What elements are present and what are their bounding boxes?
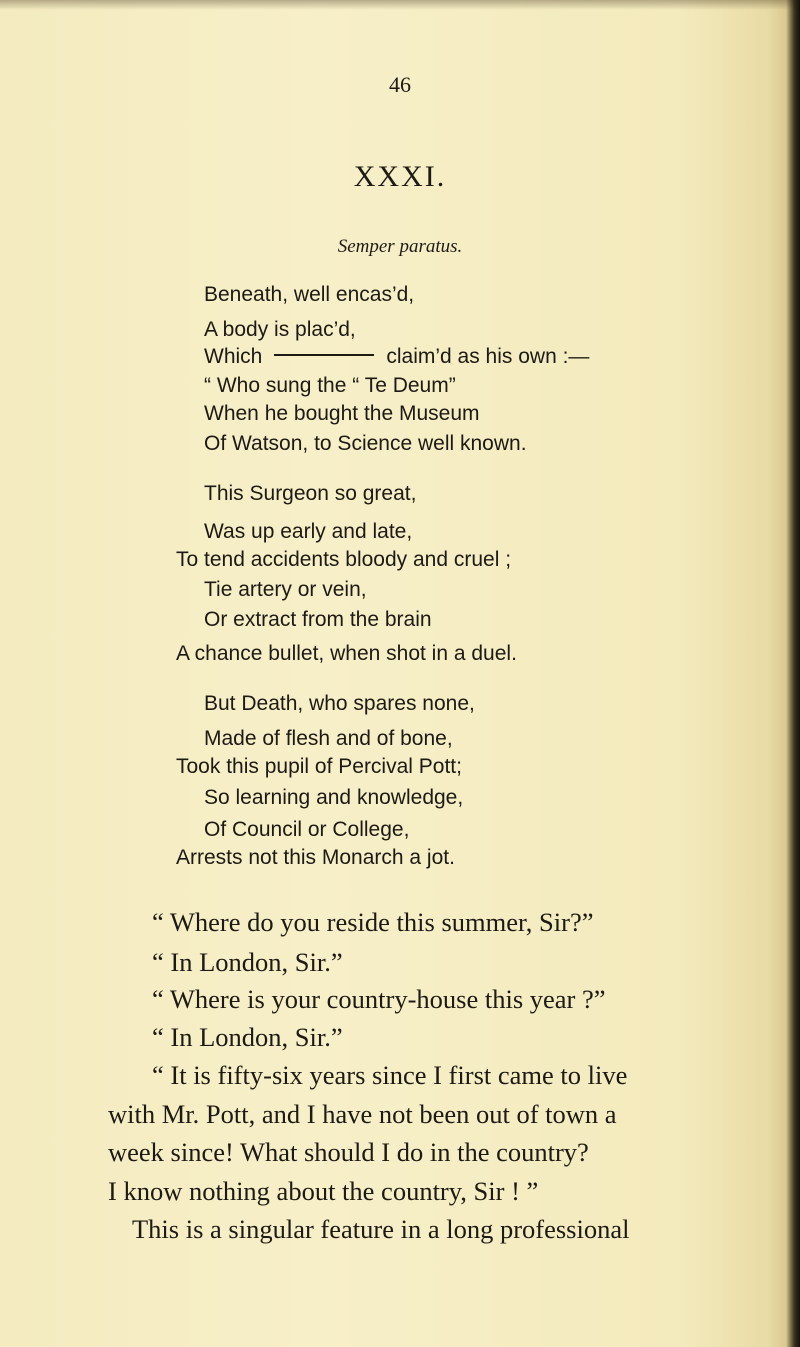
verse-line: But Death, who spares none, [204, 692, 475, 715]
verse-line: Arrests not this Monarch a jot. [176, 846, 455, 869]
prose-line: with Mr. Pott, and I have not been out of town a [108, 1099, 617, 1129]
verse-line: A chance bullet, when shot in a duel. [176, 642, 517, 665]
verse-line: Of Watson, to Science well known. [204, 432, 527, 455]
verse-line: Made of flesh and of bone, [204, 727, 453, 750]
prose-line: I know nothing about the country, Sir ! ” [108, 1176, 539, 1206]
verse-line: Or extract from the brain [204, 608, 432, 631]
prose-line: “ Where is your country-house this year ?” [152, 984, 606, 1014]
verse-line: Tie artery or vein, [204, 578, 367, 601]
top-shadow [0, 0, 800, 10]
prose-line: week since! What should I do in the country? [108, 1137, 589, 1167]
verse-line: “ Who sung the “ Te Deum” [204, 374, 456, 397]
verse-line [204, 344, 589, 370]
verse-line: So learning and knowledge, [204, 786, 464, 809]
verse-line: Took this pupil of Percival Pott; [176, 755, 462, 778]
verse-line: Was up early and late, [204, 520, 413, 543]
verse-fragment: claim’d as his own :— [386, 345, 590, 368]
prose-line: “ Where do you reside this summer, Sir?” [152, 907, 594, 937]
verse-line: Beneath, well encas’d, [204, 283, 415, 306]
page-number: 46 [389, 72, 411, 97]
verse-line: To tend accidents bloody and cruel ; [176, 548, 512, 571]
verse-word: Which [204, 345, 263, 368]
prose-line: “ In London, Sir.” [152, 947, 343, 977]
binding-edge-shadow [786, 0, 800, 1347]
prose-line: “ It is fifty-six years since I first came to live [152, 1060, 628, 1090]
verse-line: Of Council or College, [204, 818, 410, 841]
verse-line: This Surgeon so great, [204, 482, 417, 505]
section-number: XXXI. [353, 160, 447, 193]
dash-rule [274, 354, 374, 356]
prose-line: “ In London, Sir.” [152, 1022, 343, 1052]
verse-line: When he bought the Museum [204, 402, 480, 425]
motto: Semper paratus. [337, 236, 463, 257]
prose-line: This is a singular feature in a long professional [132, 1214, 630, 1244]
verse-line: A body is plac’d, [204, 318, 356, 341]
